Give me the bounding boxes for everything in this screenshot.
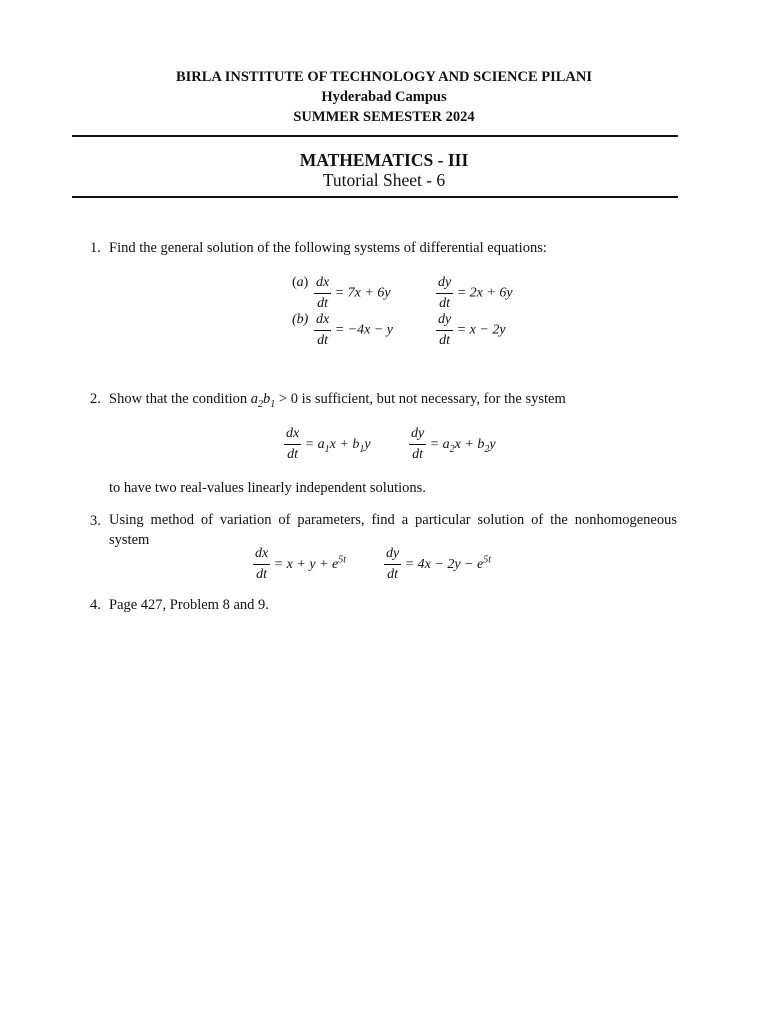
fraction-denominator: dt xyxy=(287,447,299,462)
question-3-number: 3. xyxy=(90,513,101,529)
question-2-text: Show that the condition $a_2b_1 > 0$ is sufficient, but not necessary, for the system xyxy=(109,391,566,410)
equation-rhs: = $4x - 2y - e^{5t}$ xyxy=(404,554,491,572)
question-2-text-before: Show that the condition xyxy=(109,391,251,407)
fraction-numerator: dx xyxy=(286,426,300,441)
equation-rhs: = 7x + 6y xyxy=(334,285,391,301)
fraction-numerator: dy xyxy=(438,275,452,290)
fraction-denominator: dt xyxy=(387,567,399,582)
question-2-condition: $a_2b_1$ xyxy=(250,391,276,410)
bottom-divider xyxy=(72,196,678,198)
equation-rhs: = x − 2y xyxy=(456,322,506,338)
question-1-number: 1. xyxy=(90,240,101,256)
question-3-text: Using method of variation of parameters, find a particular solution of the nonhomogeneous xyxy=(109,512,677,528)
question-1a-label: (a) xyxy=(292,275,309,290)
fraction-numerator: dx xyxy=(255,546,269,561)
equation-rhs: = −4x − y xyxy=(334,322,393,338)
fraction-numerator: dy xyxy=(411,426,425,441)
fraction-denominator: dt xyxy=(317,333,329,348)
fraction-denominator: dt xyxy=(412,447,424,462)
question-1a-equation-1 xyxy=(292,275,308,291)
fraction-numerator: dy xyxy=(386,546,400,561)
institution-name: BIRLA INSTITUTE OF TECHNOLOGY AND SCIENCE PILANI xyxy=(175,69,593,85)
equation-rhs: = 2x + 6y xyxy=(456,285,513,301)
question-2-text-after: is sufficient, but not necessary, for the system xyxy=(297,391,566,407)
sheet-title: Tutorial Sheet - 6 xyxy=(322,170,446,190)
semester-name: SUMMER SEMESTER 2024 xyxy=(293,109,475,125)
question-3-dy-equation xyxy=(384,546,491,583)
question-4-number: 4. xyxy=(90,597,101,613)
equation-rhs: = $a_2x + b_2y$ xyxy=(429,436,496,455)
question-1b-label: (b) xyxy=(292,312,309,327)
fraction-denominator: dt xyxy=(317,296,329,311)
campus-name: Hyderabad Campus xyxy=(321,89,447,105)
question-3-text-cont: system xyxy=(109,532,150,548)
course-title: MATHEMATICS - III xyxy=(299,150,469,170)
question-4-text: Page 427, Problem 8 and 9. xyxy=(109,597,269,613)
question-1b-dx-equation xyxy=(314,312,393,349)
question-3-dx-equation xyxy=(253,546,346,583)
fraction-denominator: dt xyxy=(439,296,451,311)
question-1a-dy-equation xyxy=(436,275,513,312)
fraction-numerator: dx xyxy=(316,312,330,327)
question-2-text2: to have two real-values linearly independent solutions. xyxy=(109,480,426,496)
question-1b-label-wrap xyxy=(292,312,308,328)
question-1a-dx-equation xyxy=(314,275,391,312)
equation-rhs: = $a_1x + b_1y$ xyxy=(304,436,371,455)
question-1-text: Find the general solution of the following systems of differential equations: xyxy=(109,240,547,256)
fraction-denominator: dt xyxy=(256,567,268,582)
fraction-denominator: dt xyxy=(439,333,451,348)
question-2-dy-equation xyxy=(409,426,496,463)
question-1b-dy-equation xyxy=(436,312,506,349)
top-divider xyxy=(72,135,678,137)
question-2-number: 2. xyxy=(90,391,101,407)
fraction-numerator: dy xyxy=(438,312,452,327)
fraction-numerator: dx xyxy=(316,275,330,290)
question-2-dx-equation xyxy=(284,426,371,463)
equation-rhs: = $x + y + e^{5t}$ xyxy=(273,554,346,572)
